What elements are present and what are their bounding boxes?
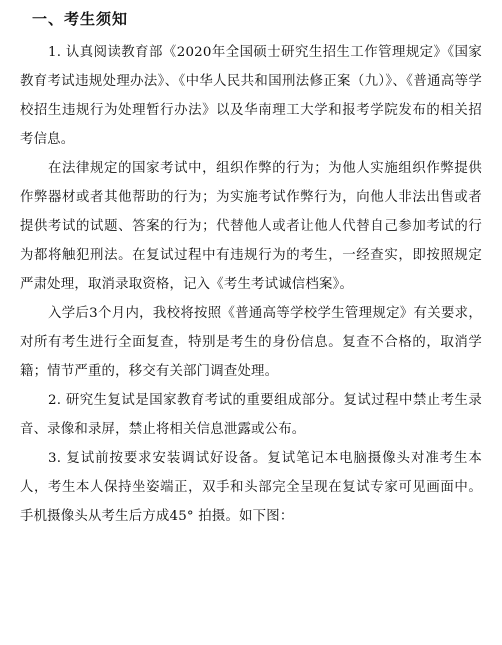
- paragraph-device-setup: 3. 复试前按要求安装调试好设备。复试笔记本电脑摄像头对准考生本人，考生本人保持坐姿端正，双手和头部完全呈现在复试专家可见画面中。手机摄像头从考生后方成45° 拍摄。如下图：: [20, 451, 482, 524]
- paragraph-criminal-law: 在法律规定的国家考试中，组织作弊的行为；为他人实施组织作弊提供作弊器材或者其他帮助的行为；为实施考试作弊行为，向他人非法出售或者提供考试的试题、答案的行为；代替他人或者让他人代替自己参加考试的行为都将触犯刑法。在复试过程中有违规行为的考生，一经查实，即按照规定严肃处理，取消录取资格，记入《考生考试诚信档案》。: [20, 161, 482, 292]
- paragraph-rules-reading: 1. 认真阅读教育部《2020年全国硕士研究生招生工作管理规定》《国家教育考试违规处理办法》、《中华人民共和国刑法修正案（九）》、《普通高等学校招生违规行为处理暂行办法》以及华南理工大学和报考学院发布的相关招考信息。: [20, 45, 482, 147]
- paragraph-enrollment-review: 入学后3个月内，我校将按照《普通高等学校学生管理规定》有关要求，对所有考生进行全面复查，特别是考生的身份信息。复查不合格的，取消学籍；情节严重的，移交有关部门调查处理。: [20, 306, 482, 379]
- paragraph-no-recording: 2. 研究生复试是国家教育考试的重要组成部分。复试过程中禁止考生录音、录像和录屏，禁止将相关信息泄露或公布。: [20, 393, 482, 437]
- section-heading: 一、考生须知: [32, 10, 129, 28]
